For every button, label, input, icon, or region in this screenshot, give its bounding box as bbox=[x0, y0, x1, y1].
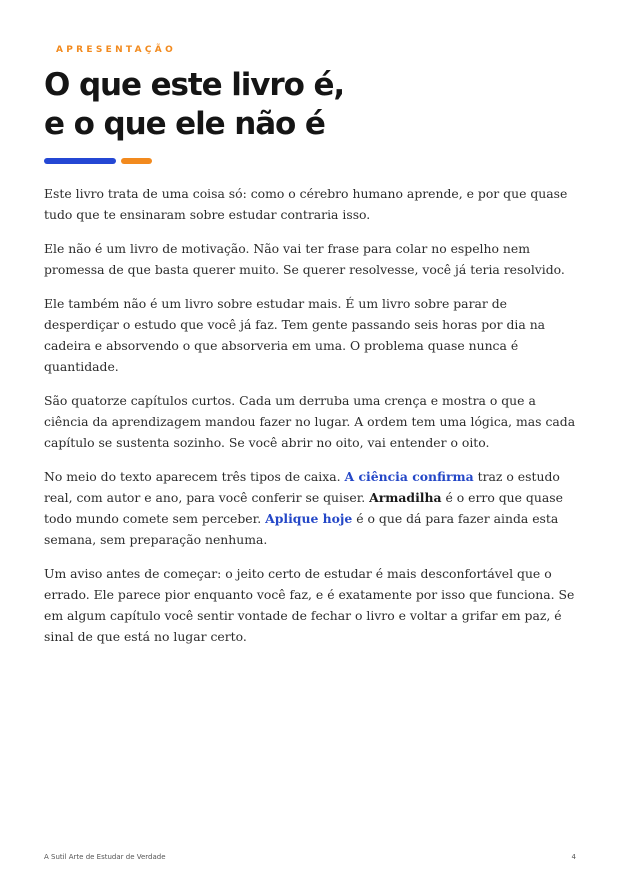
paragraph-1: Este livro trata de uma coisa só: como o cérebro humano aprende, e por que quase tudo que te ensinaram sobre estudar contraria isso. bbox=[44, 186, 568, 222]
accent-bar-blue bbox=[44, 158, 116, 164]
body-text bbox=[44, 183, 584, 660]
paragraph-5-text-4: é o que dá para fazer ainda esta semana, sem preparação nenhuma. bbox=[44, 511, 559, 547]
page-title-line-1: O que este livro é, bbox=[44, 67, 345, 103]
paragraph-5-text-3: é o erro que quase todo mundo comete sem perceber. bbox=[44, 490, 563, 526]
paragraph-2: Ele não é um livro de motivação. Não vai ter frase para colar no espelho nem promessa de que basta querer muito. Se querer resolvesse, você já teria resolvido. bbox=[44, 241, 565, 277]
box-type-trap-label: Armadilha bbox=[369, 490, 442, 505]
paragraph-3: Ele também não é um livro sobre estudar mais. É um livro sobre parar de desperdiçar o estudo que você já faz. Tem gente passando seis horas por dia na cadeira e absorvendo o que absorveria em uma. O problema quase nunca é quantidade. bbox=[44, 296, 546, 374]
footer-book-title: A Sutil Arte de Estudar de Verdade bbox=[44, 853, 166, 861]
page-title-line-2: e o que ele não é bbox=[44, 106, 325, 142]
paragraph-4: São quatorze capítulos curtos. Cada um derruba uma crença e mostra o que a ciência da aprendizagem mandou fazer no lugar. A ordem tem uma lógica, mas cada capítulo se sustenta sozinho. Se você abrir no oito, vai entender o oito. bbox=[44, 393, 576, 450]
paragraph-5-text-2: traz o estudo real, com autor e ano, para você conferir se quiser. bbox=[44, 469, 560, 505]
paragraph-6: Um aviso antes de começar: o jeito certo de estudar é mais desconfortável que o errado. Ele parece pior enquanto você faz, e é exatamente por isso que funciona. Se em algum capítulo você sentir vontade de fechar o livro e voltar a grifar em paz, é sinal de que está no lugar certo. bbox=[44, 566, 575, 644]
footer-page-number: 4 bbox=[571, 853, 576, 861]
box-type-science-label: A ciência confirma bbox=[344, 469, 474, 484]
box-type-apply-label: Aplique hoje bbox=[265, 511, 353, 526]
section-eyebrow: APRESENTAÇÃO bbox=[56, 45, 177, 55]
page-title bbox=[44, 66, 344, 144]
accent-bar-orange bbox=[121, 158, 152, 164]
paragraph-5 bbox=[44, 466, 584, 550]
paragraph-5-text-1: No meio do texto aparecem três tipos de caixa. bbox=[44, 469, 345, 484]
